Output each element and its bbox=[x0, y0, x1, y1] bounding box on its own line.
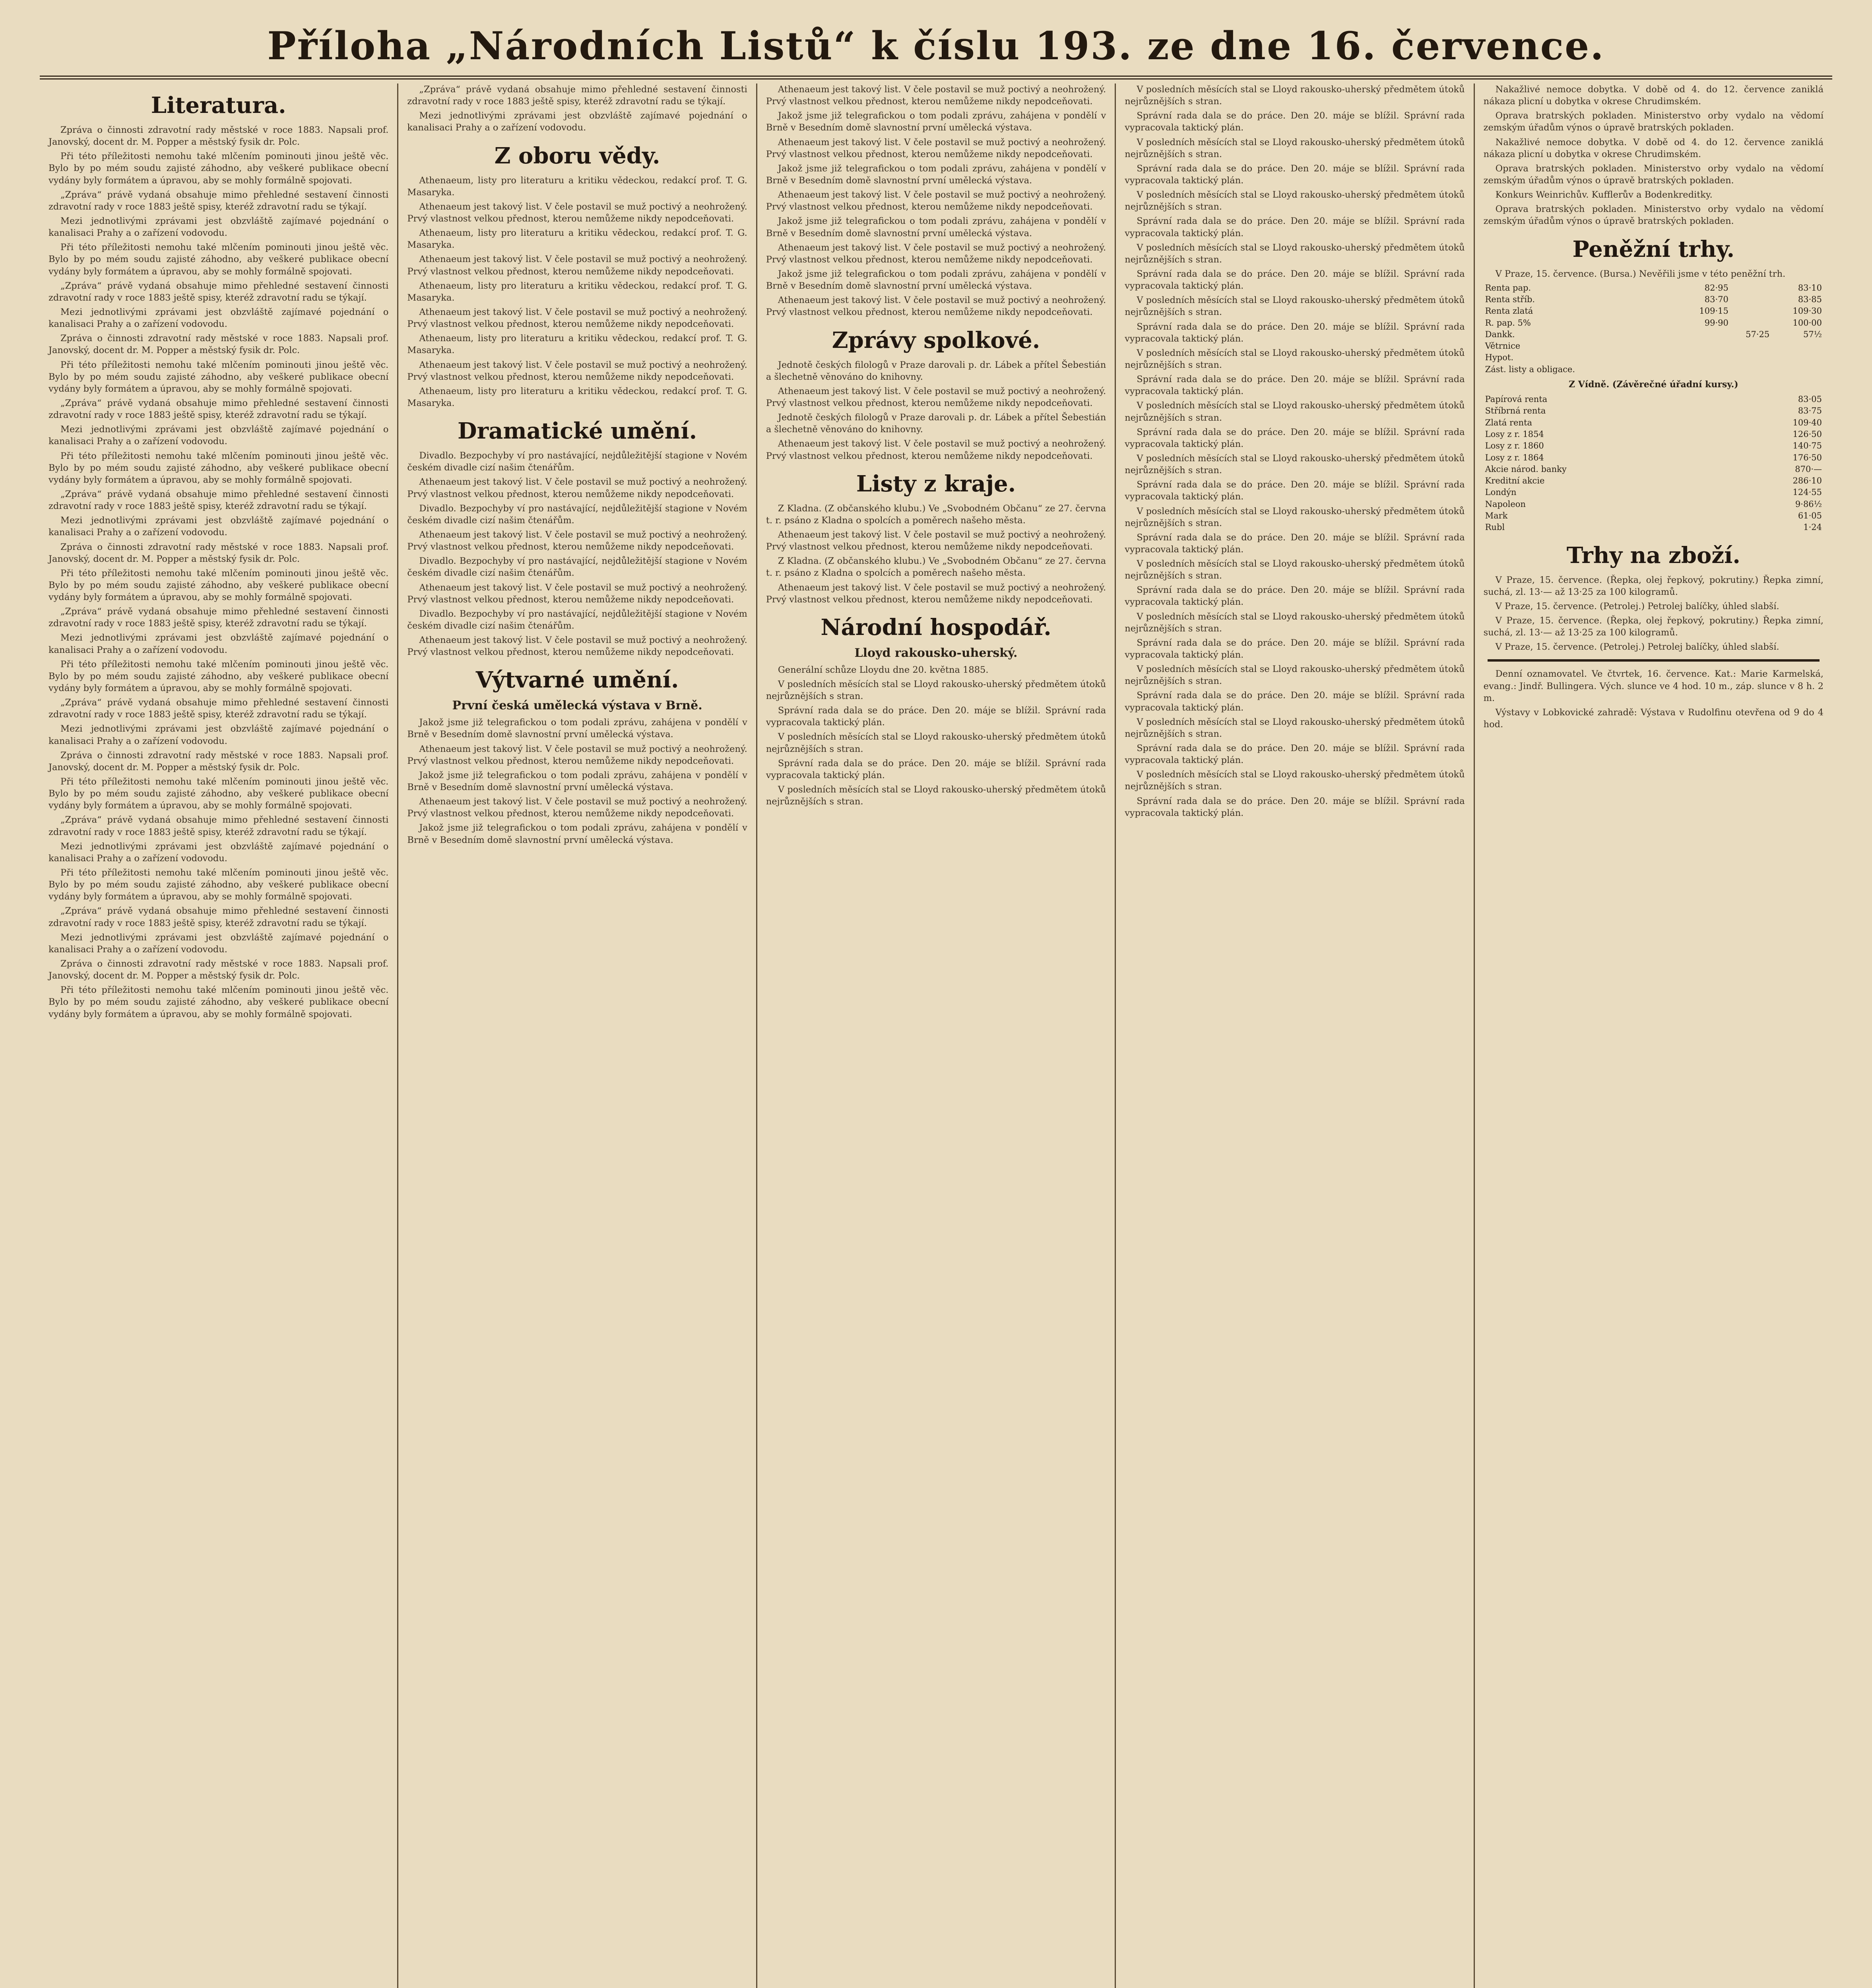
rates-table bbox=[1484, 329, 1824, 375]
article-paragraph: V Praze, 15. července. (Bursa.) Nevěřili jsme v této peněžní trh. bbox=[1495, 268, 1786, 279]
article-paragraph: Divadlo. Bezpochyby ví pro nastávající, nejdůležitější stagione v Novém českém divadle cizí našim čtenářům. bbox=[407, 450, 747, 473]
article-paragraph: V posledních měsících stal se Lloyd rakousko-uherský předmětem útoků nejrůznějších s stran. bbox=[1125, 84, 1465, 107]
rate-row bbox=[1484, 364, 1824, 375]
article-paragraph: Athenaeum jest takový list. V čele postavil se muž poctivý a neohrožený. Prvý vlastnost velkou přednost, kterou nemůžeme nikdy nepodceňovati. bbox=[407, 201, 747, 224]
article-paragraph: V posledních měsících stal se Lloyd rakousko-uherský předmětem útoků nejrůznějších s stran. bbox=[766, 732, 1106, 754]
article-paragraph: „Zpráva“ právě vydaná obsahuje mimo přehledné sestavení činnosti zdravotní rady v roce 1883 ještě spisy, kteréž zdravotní radu se týkají. bbox=[48, 398, 389, 421]
article-paragraph: Athenaeum jest takový list. V čele postavil se muž poctivý a neohrožený. Prvý vlastnost velkou přednost, kterou nemůžeme nikdy nepodceňovati. bbox=[766, 295, 1106, 318]
rate-label: Losy z r. 1864 bbox=[1485, 452, 1544, 462]
article-paragraph: Při této příležitosti nemohu také mlčením pominouti jinou ještě věc. Bylo by po mém soudu zajisté záhodno, aby veškeré publikace obecní vydány byly formátem a úpravou, aby se mohly formálně spojovati. bbox=[48, 659, 389, 694]
article-paragraph: Athenaeum jest takový list. V čele postavil se muž poctivý a neohrožený. Prvý vlastnost velkou přednost, kterou nemůžeme nikdy nepodceňovati. bbox=[766, 582, 1106, 605]
rate-value bbox=[1706, 340, 1771, 352]
section-heading-vytvarne-umeni: Výtvarné umění. bbox=[475, 667, 679, 693]
section-heading-zpravy-spolkove: Zprávy spolkové. bbox=[832, 327, 1040, 353]
rate-value: 83·70 bbox=[1704, 294, 1728, 304]
article-paragraph: Jakož jsme již telegrafickou o tom podali zprávu, zahájena v pondělí v Brně v Besedním domě slavnostní první umělecká výstava. bbox=[766, 111, 1106, 133]
article-paragraph: V posledních měsících stal se Lloyd rakousko-uherský předmětem útoků nejrůznějších s stran. bbox=[1125, 506, 1465, 528]
article-paragraph: Zpráva o činnosti zdravotní rady městské v roce 1883. Napsali prof. Janovský, docent dr. M. Popper a městský fysik dr. Polc. bbox=[48, 542, 389, 564]
article-paragraph: Správní rada dala se do práce. Den 20. máje se blížil. Správní rada vypracovala taktický plán. bbox=[1125, 374, 1465, 397]
article-paragraph: Správní rada dala se do práce. Den 20. máje se blížil. Správní rada vypracovala taktický plán. bbox=[1125, 637, 1465, 660]
article-paragraph: Jakož jsme již telegrafickou o tom podali zprávu, zahájena v pondělí v Brně v Besedním domě slavnostní první umělecká výstava. bbox=[407, 717, 747, 740]
article-paragraph: Divadlo. Bezpochyby ví pro nastávající, nejdůležitější stagione v Novém českém divadle cizí našim čtenářům. bbox=[407, 503, 747, 526]
article-paragraph: Mezi jednotlivými zprávami jest obzvláště zajímavé pojednání o kanalisaci Prahy a o zařízení vodovodu. bbox=[48, 424, 389, 447]
rate-value: 100·00 bbox=[1792, 318, 1822, 328]
daily-notice: Denní oznamovatel. Ve čtvrtek, 16. července. Kat.: Marie Karmelská, evang.: Jindř. Bullingera. Vých. slunce ve 4 hod. 10 m., záp. slunce v 8 h. 2 m. bbox=[1483, 669, 1824, 703]
divider bbox=[1488, 659, 1820, 662]
article-paragraph: Správní rada dala se do práce. Den 20. máje se blížil. Správní rada vypracovala taktický plán. bbox=[1125, 585, 1465, 608]
article-paragraph: Správní rada dala se do práce. Den 20. máje se blížil. Správní rada vypracovala taktický plán. bbox=[766, 758, 1106, 780]
article-paragraph: Z Kladna. (Z občanského klubu.) Ve „Svobodném Občanu“ ze 27. června t. r. psáno z Kladna o spolcích a poměrech našeho města. bbox=[766, 503, 1106, 526]
rate-label: Losy z r. 1860 bbox=[1485, 441, 1544, 451]
article-paragraph: Mezi jednotlivými zprávami jest obzvláště zajímavé pojednání o kanalisaci Prahy a o zařízení vodovodu. bbox=[407, 111, 747, 133]
article-paragraph: Jakož jsme již telegrafickou o tom podali zprávu, zahájena v pondělí v Brně v Besedním domě slavnostní první umělecká výstava. bbox=[766, 268, 1106, 291]
rate-label: Rubl bbox=[1485, 522, 1505, 532]
article-paragraph: Athenaeum jest takový list. V čele postavil se muž poctivý a neohrožený. Prvý vlastnost velkou přednost, kterou nemůžeme nikdy nepodceňovati. bbox=[407, 529, 747, 552]
article-paragraph: Zpráva o činnosti zdravotní rady městské v roce 1883. Napsali prof. Janovský, docent dr. M. Popper a městský fysik dr. Polc. bbox=[48, 959, 389, 981]
column-1 bbox=[40, 83, 398, 1988]
article-paragraph: Mezi jednotlivými zprávami jest obzvláště zajímavé pojednání o kanalisaci Prahy a o zařízení vodovodu. bbox=[48, 724, 389, 746]
rate-value: 109·15 bbox=[1699, 306, 1728, 316]
article-paragraph: V posledních měsících stal se Lloyd rakousko-uherský předmětem útoků nejrůznějších s stran. bbox=[1125, 453, 1465, 476]
rate-label: Mark bbox=[1485, 511, 1508, 521]
article-paragraph: Konkurs Weinrichův. Kufflerův a Bodenkreditky. bbox=[1495, 190, 1713, 200]
rate-value: 83·85 bbox=[1798, 294, 1822, 304]
article-paragraph: V Praze, 15. července. (Řepka, olej řepkový, pokrutiny.) Řepka zimní, suchá, zl. 13·— až 13·25 za 100 kilogramů. bbox=[1483, 615, 1824, 638]
article-paragraph: V posledních měsících stal se Lloyd rakousko-uherský předmětem útoků nejrůznějších s stran. bbox=[1125, 769, 1465, 792]
article-paragraph: V posledních měsících stal se Lloyd rakousko-uherský předmětem útoků nejrůznějších s stran. bbox=[766, 784, 1106, 807]
article-paragraph: Mezi jednotlivými zprávami jest obzvláště zajímavé pojednání o kanalisaci Prahy a o zařízení vodovodu. bbox=[48, 932, 389, 955]
article-paragraph: Správní rada dala se do práce. Den 20. máje se blížil. Správní rada vypracovala taktický plán. bbox=[1125, 427, 1465, 449]
article-paragraph: Z Kladna. (Z občanského klubu.) Ve „Svobodném Občanu“ ze 27. června t. r. psáno z Kladna o spolcích a poměrech našeho města. bbox=[766, 556, 1106, 579]
article-paragraph: „Zpráva“ právě vydaná obsahuje mimo přehledné sestavení činnosti zdravotní rady v roce 1883 ještě spisy, kteréž zdravotní radu se týkají. bbox=[48, 189, 389, 212]
rate-value bbox=[1706, 364, 1771, 375]
column-3 bbox=[757, 83, 1116, 1988]
article-paragraph: Správní rada dala se do práce. Den 20. máje se blížil. Správní rada vypracovala taktický plán. bbox=[1125, 743, 1465, 766]
article-paragraph: Athenaeum jest takový list. V čele postavil se muž poctivý a neohrožený. Prvý vlastnost velkou přednost, kterou nemůžeme nikdy nepodceňovati. bbox=[766, 190, 1106, 212]
rate-value bbox=[1706, 352, 1771, 363]
article-paragraph: Mezi jednotlivými zprávami jest obzvláště zajímavé pojednání o kanalisaci Prahy a o zařízení vodovodu. bbox=[48, 215, 389, 239]
article-paragraph: Při této příležitosti nemohu také mlčením pominouti jinou ještě věc. Bylo by po mém soudu zajisté záhodno, aby veškeré publikace obecní vydány byly formátem a úpravou, aby se mohly formálně spojovati. bbox=[48, 242, 389, 277]
article-paragraph: Při této příležitosti nemohu také mlčením pominouti jinou ještě věc. Bylo by po mém soudu zajisté záhodno, aby veškeré publikace obecní vydány byly formátem a úpravou, aby se mohly formálně spojovati. bbox=[48, 985, 389, 1019]
rate-label: Londýn bbox=[1485, 487, 1517, 497]
article-paragraph: Správní rada dala se do práce. Den 20. máje se blížil. Správní rada vypracovala taktický plán. bbox=[1125, 321, 1465, 344]
rate-row bbox=[1484, 417, 1824, 429]
rate-row bbox=[1484, 305, 1824, 317]
article-paragraph: Mezi jednotlivými zprávami jest obzvláště zajímavé pojednání o kanalisaci Prahy a o zařízení vodovodu. bbox=[48, 307, 389, 330]
section-subheading: Lloyd rakousko-uherský. bbox=[854, 646, 1018, 660]
rate-label: Dankk. bbox=[1485, 329, 1515, 339]
rate-row bbox=[1484, 294, 1824, 305]
rate-row bbox=[1484, 317, 1824, 329]
article-paragraph: Athenaeum jest takový list. V čele postavil se muž poctivý a neohrožený. Prvý vlastnost velkou přednost, kterou nemůžeme nikdy nepodceňovati. bbox=[407, 796, 747, 819]
rate-value: 124·55 bbox=[1792, 487, 1822, 497]
rate-value: 99·90 bbox=[1704, 318, 1728, 328]
rate-row bbox=[1484, 464, 1824, 475]
article-paragraph: V posledních měsících stal se Lloyd rakousko-uherský předmětem útoků nejrůznějších s stran. bbox=[1125, 716, 1465, 739]
article-paragraph: V Praze, 15. července. (Řepka, olej řepkový, pokrutiny.) Řepka zimní, suchá, zl. 13·— až 13·25 za 100 kilogramů. bbox=[1483, 575, 1824, 597]
article-paragraph: Athenaeum jest takový list. V čele postavil se muž poctivý a neohrožený. Prvý vlastnost velkou přednost, kterou nemůžeme nikdy nepodceňovati. bbox=[407, 582, 747, 605]
article-paragraph: Athenaeum jest takový list. V čele postavil se muž poctivý a neohrožený. Prvý vlastnost velkou přednost, kterou nemůžeme nikdy nepodceňovati. bbox=[407, 635, 747, 658]
rate-row bbox=[1484, 510, 1824, 522]
rate-label: Zlatá renta bbox=[1485, 417, 1533, 427]
rates-table bbox=[1484, 282, 1824, 329]
article-paragraph: „Zpráva“ právě vydaná obsahuje mimo přehledné sestavení činnosti zdravotní rady v roce 1883 ještě spisy, kteréž zdravotní radu se týkají. bbox=[48, 815, 389, 837]
article-paragraph: V posledních měsících stal se Lloyd rakousko-uherský předmětem útoků nejrůznějších s stran. bbox=[1125, 242, 1465, 265]
rate-label: Stříbrná renta bbox=[1485, 406, 1546, 416]
article-paragraph: Nakažlivé nemoce dobytka. V době od 4. do 12. července zaniklá nákaza plicní u dobytka v okrese Chrudimském. bbox=[1483, 137, 1824, 159]
article-paragraph: Správní rada dala se do práce. Den 20. máje se blížil. Správní rada vypracovala taktický plán. bbox=[1125, 268, 1465, 291]
article-paragraph: Oprava bratrských pokladen. Ministerstvo orby vydalo na vědomí zemským úřadům výnos o úpravě bratrských pokladen. bbox=[1483, 111, 1824, 133]
rate-row bbox=[1484, 340, 1824, 352]
section-heading-narodni-hospodar: Národní hospodář. bbox=[821, 614, 1051, 641]
article-paragraph: V posledních měsících stal se Lloyd rakousko-uherský předmětem útoků nejrůznějších s stran. bbox=[1125, 400, 1465, 423]
article-paragraph: Athenaeum jest takový list. V čele postavil se muž poctivý a neohrožený. Prvý vlastnost velkou přednost, kterou nemůžeme nikdy nepodceňovati. bbox=[766, 439, 1106, 461]
article-paragraph: Při této příležitosti nemohu také mlčením pominouti jinou ještě věc. Bylo by po mém soudu zajisté záhodno, aby veškeré publikace obecní vydány byly formátem a úpravou, aby se mohly formálně spojovati. bbox=[48, 359, 389, 394]
rate-value bbox=[1771, 352, 1824, 363]
article-paragraph: Athenaeum jest takový list. V čele postavil se muž poctivý a neohrožený. Prvý vlastnost velkou přednost, kterou nemůžeme nikdy nepodceňovati. bbox=[407, 307, 747, 330]
article-paragraph: Mezi jednotlivými zprávami jest obzvláště zajímavé pojednání o kanalisaci Prahy a o zařízení vodovodu. bbox=[48, 515, 389, 538]
rate-value: 870·— bbox=[1795, 464, 1822, 474]
article-paragraph: Správní rada dala se do práce. Den 20. máje se blížil. Správní rada vypracovala taktický plán. bbox=[1125, 796, 1465, 818]
article-paragraph: Při této příležitosti nemohu také mlčením pominouti jinou ještě věc. Bylo by po mém soudu zajisté záhodno, aby veškeré publikace obecní vydány byly formátem a úpravou, aby se mohly formálně spojovati. bbox=[48, 568, 389, 603]
exhibitions-notice: Výstavy v Lobkovické zahradě: Výstava v Rudolfinu otevřena od 9 do 4 hod. bbox=[1483, 707, 1824, 730]
article-paragraph: Správní rada dala se do práce. Den 20. máje se blížil. Správní rada vypracovala taktický plán. bbox=[1125, 480, 1465, 502]
rate-label: Losy z r. 1854 bbox=[1485, 429, 1544, 439]
article-paragraph: „Zpráva“ právě vydaná obsahuje mimo přehledné sestavení činnosti zdravotní rady v roce 1883 ještě spisy, kteréž zdravotní radu se týkají. bbox=[48, 697, 389, 720]
vienna-rates-heading: Z Vídně. (Závěrečné úřadní kursy.) bbox=[1568, 379, 1738, 390]
article-paragraph: Athenaeum, listy pro literaturu a kritiku vědeckou, redakcí prof. T. G. Masaryka. bbox=[407, 228, 747, 250]
article-paragraph: V Praze, 15. července. (Petrolej.) Petrolej balíčky, úhled slabší. bbox=[1495, 601, 1779, 612]
article-paragraph: Athenaeum, listy pro literaturu a kritiku vědeckou, redakcí prof. T. G. Masaryka. bbox=[407, 280, 747, 303]
section-heading-listy-z-kraje: Listy z kraje. bbox=[856, 470, 1016, 497]
rate-value: 57½ bbox=[1803, 329, 1822, 339]
columns bbox=[40, 83, 1832, 1988]
rate-label: Kreditní akcie bbox=[1485, 476, 1545, 486]
article-paragraph: Athenaeum jest takový list. V čele postavil se muž poctivý a neohrožený. Prvý vlastnost velkou přednost, kterou nemůžeme nikdy nepodceňovati. bbox=[407, 359, 747, 382]
rate-value bbox=[1771, 340, 1824, 352]
article-paragraph: Athenaeum jest takový list. V čele postavil se muž poctivý a neohrožený. Prvý vlastnost velkou přednost, kterou nemůžeme nikdy nepodceňovati. bbox=[766, 242, 1106, 265]
article-paragraph: V posledních měsících stal se Lloyd rakousko-uherský předmětem útoků nejrůznějších s stran. bbox=[1125, 611, 1465, 634]
article-paragraph: Jakož jsme již telegrafickou o tom podali zprávu, zahájena v pondělí v Brně v Besedním domě slavnostní první umělecká výstava. bbox=[407, 823, 747, 845]
rate-row bbox=[1484, 352, 1824, 363]
rate-label: Papírová renta bbox=[1485, 394, 1548, 404]
rate-label: Hypot. bbox=[1485, 353, 1514, 363]
section-heading-literatura: Literatura. bbox=[151, 92, 286, 118]
rate-row bbox=[1484, 522, 1824, 533]
article-paragraph: Mezi jednotlivými zprávami jest obzvláště zajímavé pojednání o kanalisaci Prahy a o zařízení vodovodu. bbox=[48, 633, 389, 655]
column-5 bbox=[1475, 83, 1832, 1988]
rate-label: Akcie národ. banky bbox=[1485, 464, 1567, 474]
rate-value: 9·86½ bbox=[1795, 499, 1822, 509]
article-paragraph: Zpráva o činnosti zdravotní rady městské v roce 1883. Napsali prof. Janovský, docent dr. M. Popper a městský fysik dr. Polc. bbox=[48, 125, 389, 148]
article-paragraph: Oprava bratrských pokladen. Ministerstvo orby vydalo na vědomí zemským úřadům výnos o úpravě bratrských pokladen. bbox=[1483, 204, 1824, 227]
article-paragraph: Správní rada dala se do práce. Den 20. máje se blížil. Správní rada vypracovala taktický plán. bbox=[1125, 111, 1465, 133]
article-paragraph: „Zpráva“ právě vydaná obsahuje mimo přehledné sestavení činnosti zdravotní rady v roce 1883 ještě spisy, kteréž zdravotní radu se týkají. bbox=[48, 280, 389, 303]
column-4 bbox=[1116, 83, 1474, 1988]
section-heading-dramaticke-umeni: Dramatické umění. bbox=[458, 418, 697, 445]
article-paragraph: Správní rada dala se do práce. Den 20. máje se blížil. Správní rada vypracovala taktický plán. bbox=[766, 705, 1106, 728]
article-paragraph: Zpráva o činnosti zdravotní rady městské v roce 1883. Napsali prof. Janovský, docent dr. M. Popper a městský fysik dr. Polc. bbox=[48, 333, 389, 356]
article-paragraph: „Zpráva“ právě vydaná obsahuje mimo přehledné sestavení činnosti zdravotní rady v roce 1883 ještě spisy, kteréž zdravotní radu se týkají. bbox=[48, 606, 389, 629]
rate-label: Renta pap. bbox=[1485, 283, 1531, 293]
article-paragraph: „Zpráva“ právě vydaná obsahuje mimo přehledné sestavení činnosti zdravotní rady v roce 1883 ještě spisy, kteréž zdravotní radu se týkají. bbox=[407, 84, 747, 107]
rate-value: 126·50 bbox=[1792, 429, 1822, 439]
rate-label: R. pap. 5% bbox=[1485, 318, 1531, 328]
article-paragraph: Jakož jsme již telegrafickou o tom podali zprávu, zahájena v pondělí v Brně v Besedním domě slavnostní první umělecká výstava. bbox=[407, 770, 747, 793]
article-paragraph: Generální schůze Lloydu dne 20. května 1885. bbox=[778, 664, 989, 675]
article-paragraph: Správní rada dala se do práce. Den 20. máje se blížil. Správní rada vypracovala taktický plán. bbox=[1125, 163, 1465, 186]
article-paragraph: V Praze, 15. července. (Petrolej.) Petrolej balíčky, úhled slabší. bbox=[1495, 642, 1779, 652]
article-paragraph: Při této příležitosti nemohu také mlčením pominouti jinou ještě věc. Bylo by po mém soudu zajisté záhodno, aby veškeré publikace obecní vydány byly formátem a úpravou, aby se mohly formálně spojovati. bbox=[48, 868, 389, 902]
article-paragraph: Správní rada dala se do práce. Den 20. máje se blížil. Správní rada vypracovala taktický plán. bbox=[1125, 690, 1465, 713]
article-paragraph: Athenaeum, listy pro literaturu a kritiku vědeckou, redakcí prof. T. G. Masaryka. bbox=[407, 333, 747, 356]
article-paragraph: Jakož jsme již telegrafickou o tom podali zprávu, zahájena v pondělí v Brně v Besedním domě slavnostní první umělecká výstava. bbox=[766, 163, 1106, 186]
rate-value: 109·40 bbox=[1792, 417, 1822, 427]
article-paragraph: Při této příležitosti nemohu také mlčením pominouti jinou ještě věc. Bylo by po mém soudu zajisté záhodno, aby veškeré publikace obecní vydány byly formátem a úpravou, aby se mohly formálně spojovati. bbox=[48, 450, 389, 485]
rate-row bbox=[1484, 405, 1824, 417]
rate-label: Větrnice bbox=[1485, 341, 1521, 351]
rate-row bbox=[1484, 475, 1824, 487]
article-paragraph: Nakažlivé nemoce dobytka. V době od 4. do 12. července zaniklá nákaza plicní u dobytka v okrese Chrudimském. bbox=[1483, 84, 1824, 107]
section-heading-z-oboru-vedy: Z oboru vědy. bbox=[494, 142, 660, 169]
article-paragraph: Divadlo. Bezpochyby ví pro nastávající, nejdůležitější stagione v Novém českém divadle cizí našim čtenářům. bbox=[407, 556, 747, 579]
rate-label: Zást. listy a obligace. bbox=[1485, 364, 1575, 374]
rate-label: Renta stříb. bbox=[1485, 294, 1535, 304]
rate-value: 82·95 bbox=[1704, 283, 1728, 293]
rate-value: 61·05 bbox=[1798, 511, 1822, 521]
article-paragraph: Athenaeum, listy pro literaturu a kritiku vědeckou, redakcí prof. T. G. Masaryka. bbox=[407, 386, 747, 408]
section-heading-penezni-trhy: Peněžní trhy. bbox=[1572, 236, 1735, 262]
rate-row bbox=[1484, 487, 1824, 498]
rate-value: 83·05 bbox=[1798, 394, 1822, 404]
vienna-rates-table bbox=[1484, 394, 1824, 534]
article-paragraph: Athenaeum jest takový list. V čele postavil se muž poctivý a neohrožený. Prvý vlastnost velkou přednost, kterou nemůžeme nikdy nepodceňovati. bbox=[766, 529, 1106, 552]
article-paragraph: Divadlo. Bezpochyby ví pro nastávající, nejdůležitější stagione v Novém českém divadle cizí našim čtenářům. bbox=[407, 608, 747, 631]
article-paragraph: Jednotě českých filologů v Praze darovali p. dr. Lábek a přítel Šebestián a šlechetně věnováno do knihovny. bbox=[766, 359, 1106, 382]
article-paragraph: Mezi jednotlivými zprávami jest obzvláště zajímavé pojednání o kanalisaci Prahy a o zařízení vodovodu. bbox=[48, 841, 389, 864]
rate-row bbox=[1484, 329, 1824, 340]
rate-value: 286·10 bbox=[1792, 476, 1822, 486]
article-paragraph: Oprava bratrských pokladen. Ministerstvo orby vydalo na vědomí zemským úřadům výnos o úpravě bratrských pokladen. bbox=[1483, 163, 1824, 186]
rate-row bbox=[1484, 452, 1824, 464]
article-paragraph: V posledních měsících stal se Lloyd rakousko-uherský předmětem útoků nejrůznějších s stran. bbox=[1125, 348, 1465, 370]
rate-value: 176·50 bbox=[1792, 452, 1822, 462]
rate-value bbox=[1771, 364, 1824, 375]
article-paragraph: V posledních měsících stal se Lloyd rakousko-uherský předmětem útoků nejrůznějších s stran. bbox=[1125, 295, 1465, 318]
article-paragraph: V posledních měsících stal se Lloyd rakousko-uherský předmětem útoků nejrůznějších s stran. bbox=[1125, 559, 1465, 581]
article-paragraph: Athenaeum jest takový list. V čele postavil se muž poctivý a neohrožený. Prvý vlastnost velkou přednost, kterou nemůžeme nikdy nepodceňovati. bbox=[407, 744, 747, 766]
article-paragraph: Athenaeum jest takový list. V čele postavil se muž poctivý a neohrožený. Prvý vlastnost velkou přednost, kterou nemůžeme nikdy nepodceňovati. bbox=[766, 137, 1106, 159]
rate-row bbox=[1484, 440, 1824, 452]
section-subheading: První česká umělecká výstava v Brně. bbox=[452, 699, 702, 713]
section-heading-trhy-na-zbozi: Trhy na zboží. bbox=[1566, 542, 1740, 569]
article-paragraph: Při této příležitosti nemohu také mlčením pominouti jinou ještě věc. Bylo by po mém soudu zajisté záhodno, aby veškeré publikace obecní vydány byly formátem a úpravou, aby se mohly formálně spojovati. bbox=[48, 777, 389, 811]
rate-value: 83·75 bbox=[1798, 406, 1822, 416]
article-paragraph: Athenaeum, listy pro literaturu a kritiku vědeckou, redakcí prof. T. G. Masaryka. bbox=[407, 175, 747, 198]
rate-row bbox=[1484, 429, 1824, 440]
article-paragraph: Athenaeum jest takový list. V čele postavil se muž poctivý a neohrožený. Prvý vlastnost velkou přednost, kterou nemůžeme nikdy nepodceňovati. bbox=[407, 477, 747, 499]
rate-value: 83·10 bbox=[1798, 283, 1822, 293]
rate-row bbox=[1484, 394, 1824, 405]
rate-label: Renta zlatá bbox=[1485, 306, 1533, 316]
rate-value: 140·75 bbox=[1792, 441, 1822, 451]
rate-value: 1·24 bbox=[1803, 522, 1822, 532]
column-2 bbox=[398, 83, 757, 1988]
article-paragraph: Při této příležitosti nemohu také mlčením pominouti jinou ještě věc. Bylo by po mém soudu zajisté záhodno, aby veškeré publikace obecní vydány byly formátem a úpravou, aby se mohly formálně spojovati. bbox=[48, 151, 389, 186]
article-paragraph: Jakož jsme již telegrafickou o tom podali zprávu, zahájena v pondělí v Brně v Besedním domě slavnostní první umělecká výstava. bbox=[766, 216, 1106, 239]
article-paragraph: V posledních měsících stal se Lloyd rakousko-uherský předmětem útoků nejrůznějších s stran. bbox=[1125, 664, 1465, 687]
article-paragraph: V posledních měsících stal se Lloyd rakousko-uherský předmětem útoků nejrůznějších s stran. bbox=[1125, 137, 1465, 159]
masthead-title: Příloha „Národních Listů“ k číslu 193. ze dne 16. července. bbox=[267, 23, 1605, 68]
rate-value: 109·30 bbox=[1792, 306, 1822, 316]
masthead bbox=[40, 16, 1832, 80]
article-paragraph: V posledních měsících stal se Lloyd rakousko-uherský předmětem útoků nejrůznějších s stran. bbox=[1125, 190, 1465, 212]
article-paragraph: Zpráva o činnosti zdravotní rady městské v roce 1883. Napsali prof. Janovský, docent dr. M. Popper a městský fysik dr. Polc. bbox=[48, 750, 389, 773]
article-paragraph: Jednotě českých filologů v Praze darovali p. dr. Lábek a přítel Šebestián a šlechetně věnováno do knihovny. bbox=[766, 412, 1106, 435]
article-paragraph: Správní rada dala se do práce. Den 20. máje se blížil. Správní rada vypracovala taktický plán. bbox=[1125, 532, 1465, 555]
article-paragraph: Athenaeum jest takový list. V čele postavil se muž poctivý a neohrožený. Prvý vlastnost velkou přednost, kterou nemůžeme nikdy nepodceňovati. bbox=[766, 386, 1106, 408]
article-paragraph: „Zpráva“ právě vydaná obsahuje mimo přehledné sestavení činnosti zdravotní rady v roce 1883 ještě spisy, kteréž zdravotní radu se týkají. bbox=[48, 489, 389, 512]
rate-row bbox=[1484, 282, 1824, 294]
rate-label: Napoleon bbox=[1485, 499, 1526, 509]
article-paragraph: Athenaeum jest takový list. V čele postavil se muž poctivý a neohrožený. Prvý vlastnost velkou přednost, kterou nemůžeme nikdy nepodceňovati. bbox=[766, 84, 1106, 107]
article-paragraph: V posledních měsících stal se Lloyd rakousko-uherský předmětem útoků nejrůznějších s stran. bbox=[766, 679, 1106, 702]
article-paragraph: „Zpráva“ právě vydaná obsahuje mimo přehledné sestavení činnosti zdravotní rady v roce 1883 ještě spisy, kteréž zdravotní radu se týkají. bbox=[48, 906, 389, 928]
rate-row bbox=[1484, 499, 1824, 510]
article-paragraph: Správní rada dala se do práce. Den 20. máje se blížil. Správní rada vypracovala taktický plán. bbox=[1125, 216, 1465, 239]
rate-value: 57·25 bbox=[1746, 329, 1770, 339]
article-paragraph: Athenaeum jest takový list. V čele postavil se muž poctivý a neohrožený. Prvý vlastnost velkou přednost, kterou nemůžeme nikdy nepodceňovati. bbox=[407, 254, 747, 277]
